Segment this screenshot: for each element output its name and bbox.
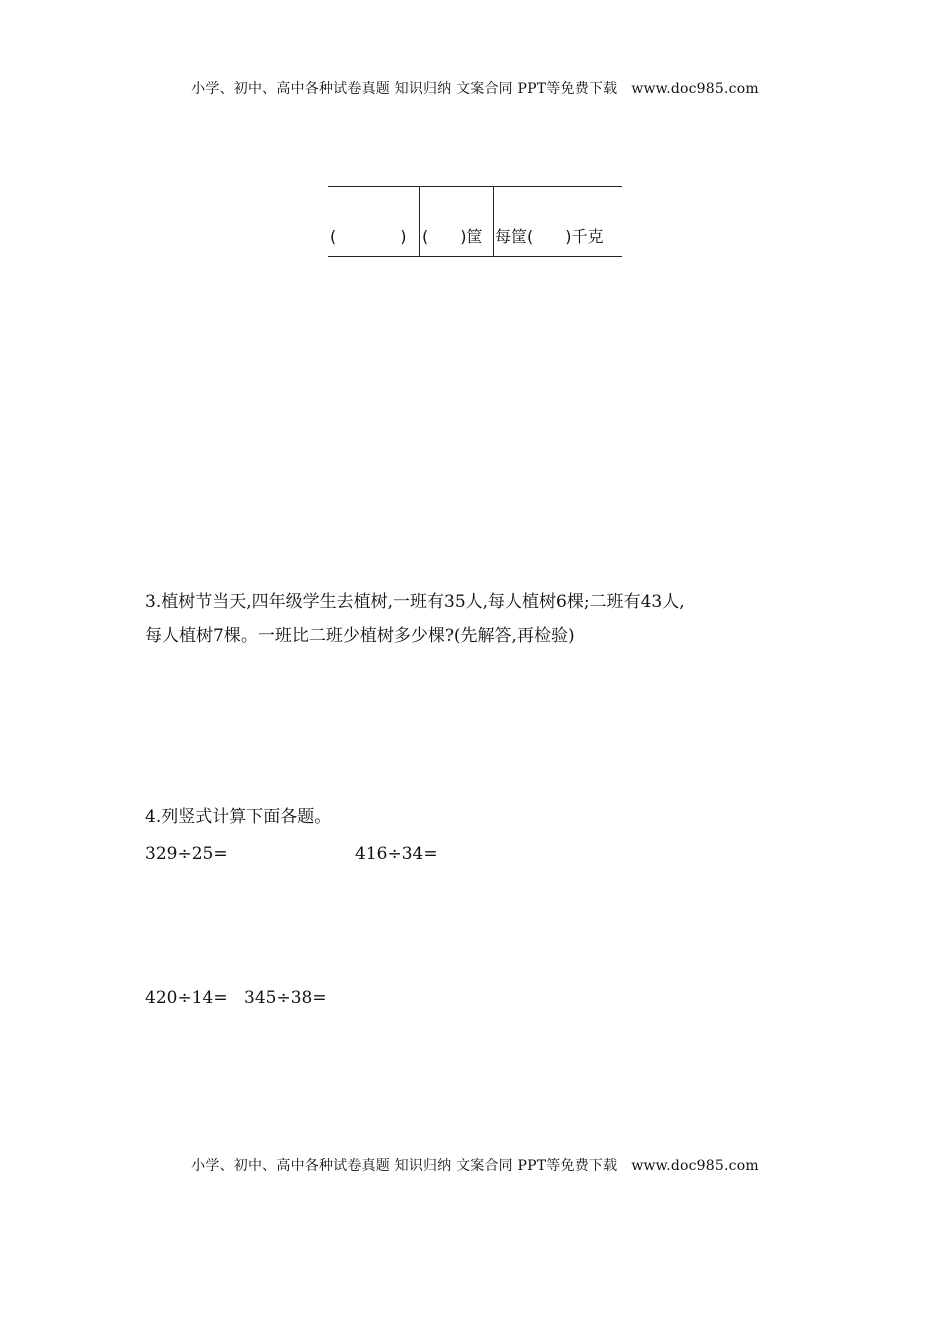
table-cell-per-basket: 每筐( )千克 bbox=[495, 227, 604, 246]
table-bottom-rule bbox=[328, 256, 622, 257]
question-3-line-1: 3.植树节当天,四年级学生去植树,一班有35人,每人植树6棵;二班有43人, bbox=[145, 592, 685, 612]
table-divider bbox=[493, 186, 494, 257]
table-divider bbox=[419, 186, 420, 257]
question-3-line-2: 每人植树7棵。一班比二班少植树多少棵?(先解答,再检验) bbox=[145, 626, 575, 646]
footer-site-link[interactable]: www.doc985.com bbox=[631, 1158, 759, 1174]
table-cell-total: ( ) bbox=[330, 227, 407, 246]
table-cell-baskets: ( )筐 bbox=[422, 227, 483, 246]
footer-text: 小学、初中、高中各种试卷真题 知识归纳 文案合同 PPT等免费下载 bbox=[191, 1158, 618, 1174]
header-site-link[interactable]: www.doc985.com bbox=[631, 81, 759, 97]
header-text: 小学、初中、高中各种试卷真题 知识归纳 文案合同 PPT等免费下载 bbox=[191, 81, 618, 97]
calc-item: 416÷34= bbox=[355, 844, 438, 864]
calc-item: 329÷25= bbox=[145, 844, 228, 864]
blank-table bbox=[328, 186, 622, 258]
table-top-rule bbox=[328, 186, 622, 187]
question-3 bbox=[145, 585, 685, 653]
calc-item: 420÷14= bbox=[145, 988, 228, 1008]
calc-item: 345÷38= bbox=[244, 988, 327, 1008]
question-4-title: 4.列竖式计算下面各题。 bbox=[145, 807, 332, 827]
page-footer bbox=[0, 1155, 950, 1175]
page-header bbox=[0, 78, 950, 98]
